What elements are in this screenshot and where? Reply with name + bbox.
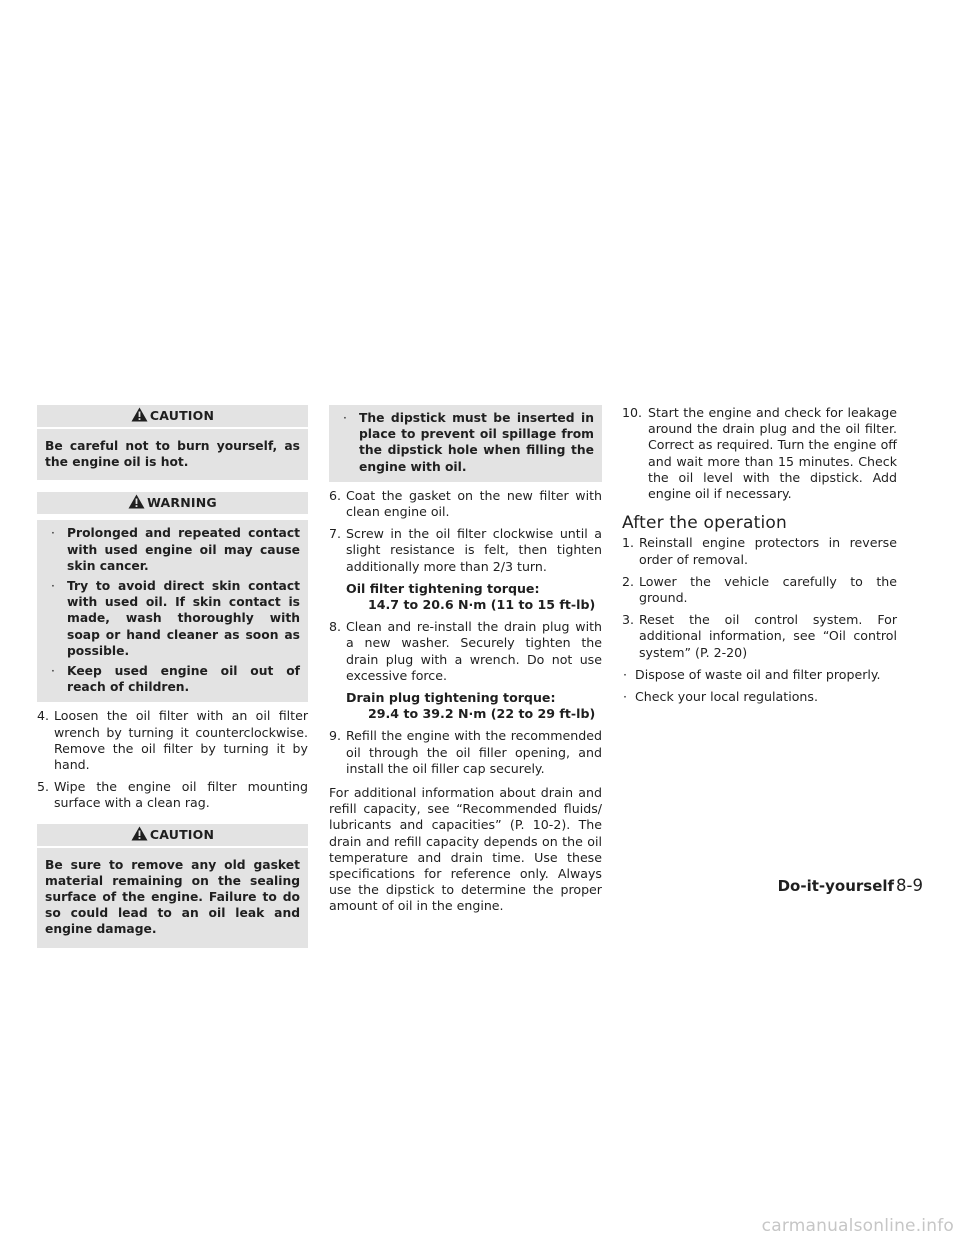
page-number: 8-9 [896,876,923,895]
list-item: · The dipstick must be inserted in place to prevent oil spillage from the dipstick hole when filling the engine with oil. [343,411,594,474]
caution-box [37,405,308,480]
caution-header [37,405,308,427]
after-step-3: 3. Reset the oil control system. For additional information, see “Oil control system” (P. 2-20) [622,612,897,660]
oil-filter-torque-spec: Oil filter tightening torque: 14.7 to 20.6 N·m (11 to 15 ft-lb) [346,580,596,613]
column-middle [329,405,602,915]
watermark: carmanualsonline.info [761,1216,954,1236]
list-item: · Try to avoid direct skin contact with used oil. If skin contact is made, wash thoroughly with soap or hand cleaner as soon as possible. [51,579,300,658]
step-8: 8. Clean and re-install the drain plug with a new washer. Securely tighten the drain plug with a wrench. Do not use excessive force. Drain plug tightening torque: 29.4 to 39.2 N·m (22 to 29 ft-lb) [329,619,602,722]
caution-text: Be careful not to burn yourself, as the engine oil is hot. [37,429,308,480]
list-item: · Keep used engine oil out of reach of children. [51,664,300,695]
step-4: 4. Loosen the oil filter with an oil filter wrench by turning it counterclockwise. Remove the oil filter by turning it by hand. [37,708,308,773]
warning-header [37,492,308,514]
dipstick-note [329,405,602,482]
list-item: · Prolonged and repeated contact with used engine oil may cause skin cancer. [51,526,300,573]
page-footer [778,877,923,895]
section-heading: After the operation [622,513,787,534]
after-step-1: 1. Reinstall engine protectors in reverse order of removal. [622,535,897,567]
caution-header [37,824,308,846]
warning-list [37,520,308,702]
section-name: Do-it-yourself [777,877,895,895]
step-10: 10. Start the engine and check for leakage around the drain plug and the oil filter. Correct as required. Turn the engine off and wait more than 15 minutes. Check the oil level with the dipstick. Add engine oil if necessary. [622,405,897,502]
warning-triangle-icon [128,494,145,509]
step-6: 6. Coat the gasket on the new filter with clean engine oil. [329,487,602,520]
caution-label: CAUTION [149,826,215,842]
warning-triangle-icon [131,407,148,422]
step-7: 7. Screw in the oil filter clockwise until a slight resistance is felt, then tighten additionally more than 2/3 turn. Oil filter tightening torque: 14.7 to 20.6 N·m (11 to 15 ft-lb) [329,526,602,613]
caution-label: CAUTION [149,408,215,423]
warning-triangle-icon [131,826,148,841]
warning-label: WARNING [147,495,217,511]
capacity-paragraph: For additional information about drain and refill capacity, see “Recommended fluids/ lubricants and capacities” (P. 10-2). The drain and refill capacity depends on the oil temperature and drain time. Use these specifications for reference only. Always use the dipstick to determine the proper amount of oil in the engine. [329,785,602,914]
column-right [622,405,897,705]
list-item: · Dispose of waste oil and filter properly. [623,666,881,682]
step-5: 5. Wipe the engine oil filter mounting surface with a clean rag. [37,779,308,811]
column-left [37,405,308,948]
step-9: 9. Refill the engine with the recommended oil through the oil filler opening, and install the oil filler cap securely. [329,728,602,776]
warning-box [37,492,308,702]
after-step-2: 2. Lower the vehicle carefully to the ground. [622,573,897,606]
drain-plug-torque-spec: Drain plug tightening torque: 29.4 to 39.2 N·m (22 to 29 ft-lb) [346,690,596,722]
caution-box-2 [37,824,308,948]
list-item: · Check your local regulations. [623,689,818,705]
caution-text: Be sure to remove any old gasket material remaining on the sealing surface of the engine. Failure to do so could lead to an oil leak and engine damage. [37,848,308,948]
